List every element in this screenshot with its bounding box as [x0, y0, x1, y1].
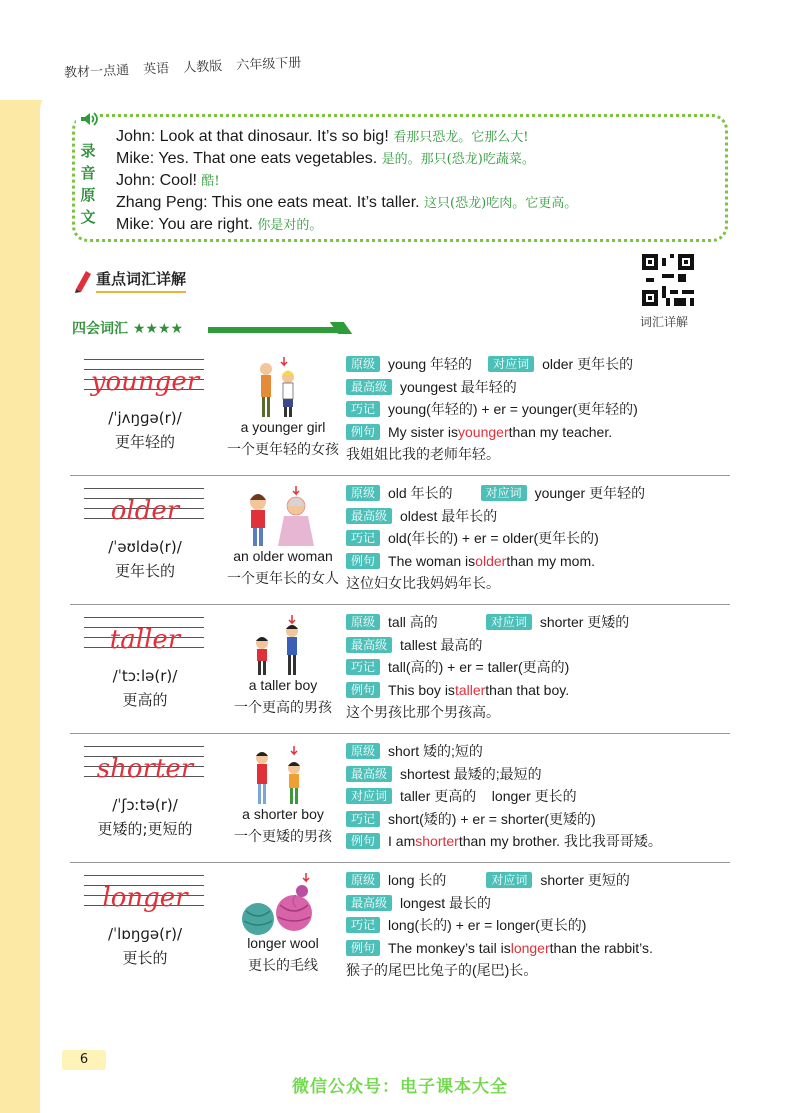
example-translation: 我姐姐比我的老师年轻。 [346, 446, 500, 463]
detail-row [346, 634, 736, 657]
dialog-line-cn: 你是对的。 [257, 218, 323, 233]
picture-caption-en: longer wool [247, 935, 319, 951]
detail-row [346, 611, 736, 634]
vocab-entry [70, 863, 730, 992]
example-translation: 这个男孩比那个男孩高。 [346, 704, 500, 721]
dialog-tag: 录音原文 [80, 142, 96, 226]
example-text: My sister is [388, 423, 459, 440]
vocab-ipa: /ˈəʊldə(r)/ [108, 538, 182, 556]
boys-height-illustration [236, 613, 326, 683]
detail-row [346, 443, 736, 466]
detail-row [346, 505, 736, 528]
vocab-ipa: /ˈtɔːlə(r)/ [112, 667, 178, 685]
dialog-line-en: John: Look at that dinosaur. It’s so big! [116, 128, 389, 145]
entry-details [346, 869, 736, 982]
vocab-meaning: 更矮的;更短的 [97, 820, 193, 838]
picture-caption-cn: 一个更高的男孩 [234, 700, 332, 716]
base-form: young 年轻的 [388, 356, 473, 373]
tag-example: 例句 [346, 424, 380, 440]
example-text: than the rabbit’s. [549, 939, 653, 956]
example-text: than my brother. 我比我哥哥矮。 [458, 833, 662, 850]
dialog-line-cn: 酷! [201, 174, 220, 189]
picture-caption-en: a younger girl [240, 419, 326, 435]
base-form: long 长的 [388, 872, 447, 889]
example-translation: 猴子的尾巴比兔子的(尾巴)长。 [346, 962, 538, 979]
tag-superlative: 最高级 [346, 379, 392, 395]
detail-row [346, 785, 736, 808]
dialog-line-en: Mike: Yes. That one eats vegetables. [116, 150, 378, 167]
superlative-form: oldest 最年长的 [400, 507, 498, 524]
vocab-ipa: /ˈʃɔːtə(r)/ [112, 796, 178, 814]
tag-base: 原级 [346, 872, 380, 888]
girls-illustration [236, 355, 326, 425]
picture-caption-cn: 更长的毛线 [248, 958, 318, 974]
tag-example: 例句 [346, 833, 380, 849]
entry-details [346, 740, 736, 853]
section-title: 重点词汇详解 [96, 268, 186, 293]
entry-details [346, 611, 736, 724]
header-series: 教材一点通 [63, 63, 130, 81]
picture-caption-cn: 一个更矮的男孩 [234, 829, 332, 845]
vocab-meaning: 更高的 [122, 691, 168, 709]
example-highlight: younger [458, 423, 509, 440]
memo-text: short(矮的) + er = shorter(更矮的) [388, 810, 596, 827]
example-text: This boy is [388, 681, 455, 698]
entry-details [346, 353, 736, 466]
vocab-meaning: 更年轻的 [114, 433, 175, 451]
example-text: The woman is [388, 552, 476, 569]
dialog-line [116, 192, 577, 214]
example-highlight: longer [510, 939, 550, 956]
tag-superlative: 最高级 [346, 766, 392, 782]
tag-memo: 巧记 [346, 917, 380, 933]
example-text: than my mom. [506, 552, 596, 569]
detail-row [346, 572, 736, 595]
tag-opposite: 对应词 [346, 788, 392, 804]
opposite-word: shorter 更短的 [540, 872, 630, 889]
vocab-entry [70, 605, 730, 734]
entry-details [346, 482, 736, 595]
tag-memo: 巧记 [346, 811, 380, 827]
dialog-line-cn: 这只(恐龙)吃肉。它更高。 [424, 196, 578, 211]
vocab-ipa: /ˈlɒŋɡə(r)/ [107, 925, 183, 943]
dialog-line [116, 170, 577, 192]
dialog-lines [116, 126, 577, 236]
superlative-form: youngest 最年轻的 [400, 378, 517, 395]
base-form: short 矮的;短的 [388, 743, 483, 760]
vocab-word: shorter [96, 754, 194, 784]
tag-example: 例句 [346, 682, 380, 698]
example-text: than that boy. [485, 681, 570, 698]
detail-row [346, 679, 736, 702]
tag-opposite: 对应词 [488, 356, 534, 372]
tag-opposite: 对应词 [486, 872, 532, 888]
tag-example: 例句 [346, 940, 380, 956]
tag-superlative: 最高级 [346, 508, 392, 524]
vocab-ipa: /ˈjʌŋɡə(r)/ [108, 409, 182, 427]
page-number: 6 [62, 1050, 106, 1070]
picture-caption-en: an older woman [233, 548, 333, 564]
dialog-line [116, 214, 577, 236]
detail-row [346, 892, 736, 915]
superlative-form: longest 最长的 [400, 894, 492, 911]
dialog-line [116, 148, 577, 170]
tag-base: 原级 [346, 356, 380, 372]
tag-memo: 巧记 [346, 401, 380, 417]
example-highlight: taller [454, 681, 486, 698]
detail-row [346, 937, 736, 960]
dialog-line-en: Zhang Peng: This one eats meat. It’s taller. [116, 194, 420, 211]
picture-caption-en: a taller boy [248, 677, 318, 693]
header-grade: 六年级下册 [236, 55, 302, 74]
wool-balls-illustration [236, 871, 326, 941]
opposite-word: older 更年长的 [542, 356, 634, 373]
example-translation: 这位妇女比我妈妈年长。 [346, 575, 500, 592]
section-heading [72, 268, 186, 293]
superlative-form: shortest 最矮的;最短的 [400, 765, 542, 782]
tag-superlative: 最高级 [346, 637, 392, 653]
superlative-form: tallest 最高的 [400, 636, 483, 653]
dialog-line-cn: 是的。那只(恐龙)吃蔬菜。 [381, 152, 535, 167]
detail-row [346, 740, 736, 763]
memo-text: tall(高的) + er = taller(更高的) [388, 659, 570, 676]
vocab-meaning: 更长的 [122, 949, 168, 967]
vocab-meaning: 更年长的 [114, 562, 175, 580]
opposite-word: taller 更高的 longer 更长的 [400, 788, 577, 805]
opposite-word: shorter 更矮的 [539, 614, 630, 631]
level-label: 四会词汇 ★★★★ [72, 321, 184, 337]
tag-example: 例句 [346, 553, 380, 569]
detail-row [346, 959, 736, 982]
vocab-entry [70, 476, 730, 605]
tag-opposite: 对应词 [481, 485, 527, 501]
tag-base: 原级 [346, 485, 380, 501]
page-top [0, 0, 800, 100]
example-text: The monkey’s tail is [388, 939, 511, 956]
detail-row [346, 376, 736, 399]
dialog-line-en: Mike: You are right. [116, 216, 253, 233]
memo-text: long(长的) + er = longer(更长的) [388, 917, 587, 934]
qr-label: 词汇详解 [640, 315, 689, 329]
level-bar [208, 327, 340, 333]
detail-row [346, 550, 736, 573]
detail-row [346, 482, 736, 505]
detail-row [346, 527, 736, 550]
example-highlight: shorter [415, 833, 459, 850]
dialog-line-cn: 看那只恐龙。它那么大! [393, 130, 529, 145]
detail-row [346, 914, 736, 937]
picture-caption-cn: 一个更年轻的女孩 [227, 442, 339, 458]
tag-superlative: 最高级 [346, 895, 392, 911]
header-subject: 英语 [142, 61, 170, 78]
detail-row [346, 808, 736, 831]
boys-short-illustration [236, 742, 326, 812]
example-text: than my teacher. [508, 423, 613, 440]
detail-row [346, 869, 736, 892]
qr-code-icon[interactable] [642, 254, 694, 306]
detail-row [346, 701, 736, 724]
detail-row [346, 656, 736, 679]
woman-girl-illustration [236, 484, 326, 554]
vocab-word: taller [109, 625, 181, 655]
speaker-icon[interactable] [76, 108, 100, 130]
memo-text: old(年长的) + er = older(更年长的) [388, 530, 599, 547]
vocab-word: younger [90, 367, 200, 397]
pencil-icon [72, 269, 92, 293]
tag-memo: 巧记 [346, 530, 380, 546]
example-highlight: older [475, 552, 507, 569]
detail-row [346, 421, 736, 444]
vocab-word: older [110, 496, 180, 526]
tag-opposite: 对应词 [486, 614, 532, 630]
detail-row [346, 353, 736, 376]
base-form: old 年长的 [388, 485, 453, 502]
detail-row [346, 830, 736, 853]
example-text: I am [388, 833, 416, 850]
detail-row [346, 763, 736, 786]
detail-row [346, 398, 736, 421]
base-form: tall 高的 [388, 614, 438, 631]
dialog-line-en: John: Cool! [116, 172, 197, 189]
tag-base: 原级 [346, 614, 380, 630]
tag-memo: 巧记 [346, 659, 380, 675]
header-edition: 人教版 [182, 59, 223, 76]
picture-caption-cn: 一个更年长的女人 [227, 571, 339, 587]
picture-caption-en: a shorter boy [242, 806, 324, 822]
vocab-word: longer [102, 883, 188, 913]
memo-text: young(年轻的) + er = younger(更年轻的) [388, 401, 638, 418]
opposite-word: younger 更年轻的 [534, 485, 646, 502]
vocab-entry [70, 734, 730, 863]
dialog-line [116, 126, 577, 148]
tag-base: 原级 [346, 743, 380, 759]
footer-watermark: 微信公众号：电子课本大全 [292, 1077, 508, 1097]
vocab-entry [70, 347, 730, 476]
